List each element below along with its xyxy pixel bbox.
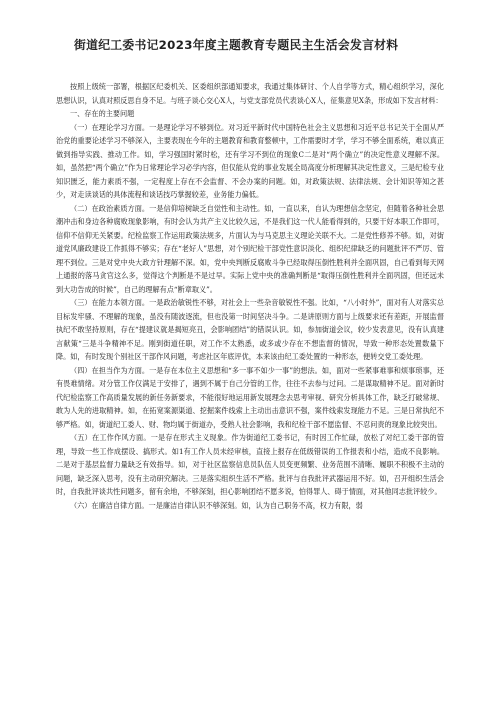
body-paragraph: （四）在担当作为方面。一是存在本位主义思想和“多一事不如少一事”的想法。如，面对一些紧事难事和烦事琐事，还有畏难情绪。对分管工作仅满足于安排了，遇到不属于自己分管的工作，往往不去参与过问。二是谋取精神不足。面对新时代纪检监察工作高质量发展的新任务新要求，不能很好地运用新发展理念去思考审视、研究分析具体工作，缺乏打破常规、敢为人先的进取精神。如，在拓宽案源渠道、挖掘案件线索上主动出击意识不强，案件线索发现能力不足。三是日常执纪不够严格。如，街道纪工委人、财、物均属于街道办，受熟人社会影响，我和纪检干部不愿监督、不忍问责的现象比较突出。 (56, 365, 444, 429)
body-paragraph: （五）在工作作风方面。一是存在形式主义现象。作为街道纪工委书记，有时因工作忙碌，放松了对纪工委干部的管理，导致一些工作成摆设、搞形式。如1有工作人员未经审核，直接上报存在低级错误的工作报表和小结，造成不良影响。二是对于基层监督力量缺乏有效指导。如，对于社区监察信息员队伍人员变更频繁、业务范围不清晰、履职不积极不主动的问题，缺乏深入思考，没有主动研究解决。三是落实组织生活不严格。批评与自我批评武器运用不好。如，召开组织生活会时，自我批评谈共性问题多，留有余地，不够深刻，担心影响团结不愿多说，怕得罪人、碍于情面，对其他同志批评较少。 (56, 433, 444, 496)
body-paragraph: （三）在能力本领方面。一是政治敏锐性不够，对社会上一些杂音敏锐性不强。比如，“八小时外”，面对有人对落实总目标发牢骚、不理解的现象，虽没有随波逐流，但也没第一时间坚决斗争。二是讲原则方面与上级要求还有差距，开展监督执纪不敢坚持原则，存在“提建议就是揭短亮丑，会影响团结”的错误认识。如，参加街道会议，较少发表意见，没有认真建言献策“三是斗争精神不足。刚到街道任职，对工作不太熟悉，或多或少存在不想监督的情况，导致一种形态处置数量下降。如，有时发现个别社区干部作风问题，考虑社区年底评优，本来该由纪工委处置的一种形态，便转交党工委处理。 (56, 298, 444, 361)
document-title: 街道纪工委书记2023年度主题教育专题民主生活会发言材料 (74, 38, 399, 52)
body-paragraph: （二）在政治素质方面。一是信仰培树缺乏自觉性和主动性。如，一直以来，自认为理想信念坚定，但随着各种社会思潮冲击和身边各种腐败现象影响，有时会认为共产主义比较久远，不是我们这一代人能看得到的，只要干好本职工作即可，信仰不信仰无关紧要。纪检监察工作运用政策法规多，片面认为与马克思主义理论关联不大。二是党性修养不够。如，对街道党风廉政建设工作抓得不够实；存在“老好人”思想，对个别纪检干部党性意识淡化、组织纪律缺乏的问题批评不严厉、管理不到位。三是对党中央大政方针理解不深。如，党中央判断反腐败斗争已经取得压倒性胜利并全面巩固，自己看到每天网上通报的落马贪官这么多，觉得这个判断是不是过早。实际上党中央的准确判断是“取得压倒性胜利并全面巩固，但还远未到大功告成的时候”，自己的理解有点“断章取义”。 (56, 203, 444, 294)
intro-paragraph: 按照上级统一部署，根据区纪委机关、区委组织部通知要求，我通过集体研讨、个人自学等方式，精心组织学习，深化思想认识，认真对照反思自身不足。与班子谈心交心X人，与党支部党员代表谈心X人，征集意见X条，形成如下发言材料： (56, 82, 444, 105)
body-paragraph: （一）在理论学习方面。一是理论学习不够到位。对习近平新时代中国特色社会主义思想和习近平总书记关于全面从严治党的重要论述学习不够深入，主要表现在今年的主题教育和教育整顿中，工作需要时才学，学习不够全面系统，难以真正做到指导实践、推动工作。如，学习强国时紧时松，还有学习不到位的现象C二是对“两个确立”的决定性意义理解不深。如，虽然把“两个确立”作为日常理论学习必学内容，但仅能从党的事业发展全局高度分析理解其决定性意义，三是纪检专业知识匮乏，能力素质不强，一定程度上存在不会监督、不会办案的问题。如，对政策法规、法律法规、会计知识等知之甚少，对走读谈话的具体流程和谈话技巧掌握较差，业务能力偏低。 (56, 122, 444, 199)
body-paragraph: （六）在廉洁自律方面。一是廉洁自律认识不够深刻。如，认为自己职务不高，权力有限，弱 (70, 500, 363, 510)
section-heading: 一、存在的主要问题 (70, 109, 135, 118)
document-body (56, 80, 444, 512)
